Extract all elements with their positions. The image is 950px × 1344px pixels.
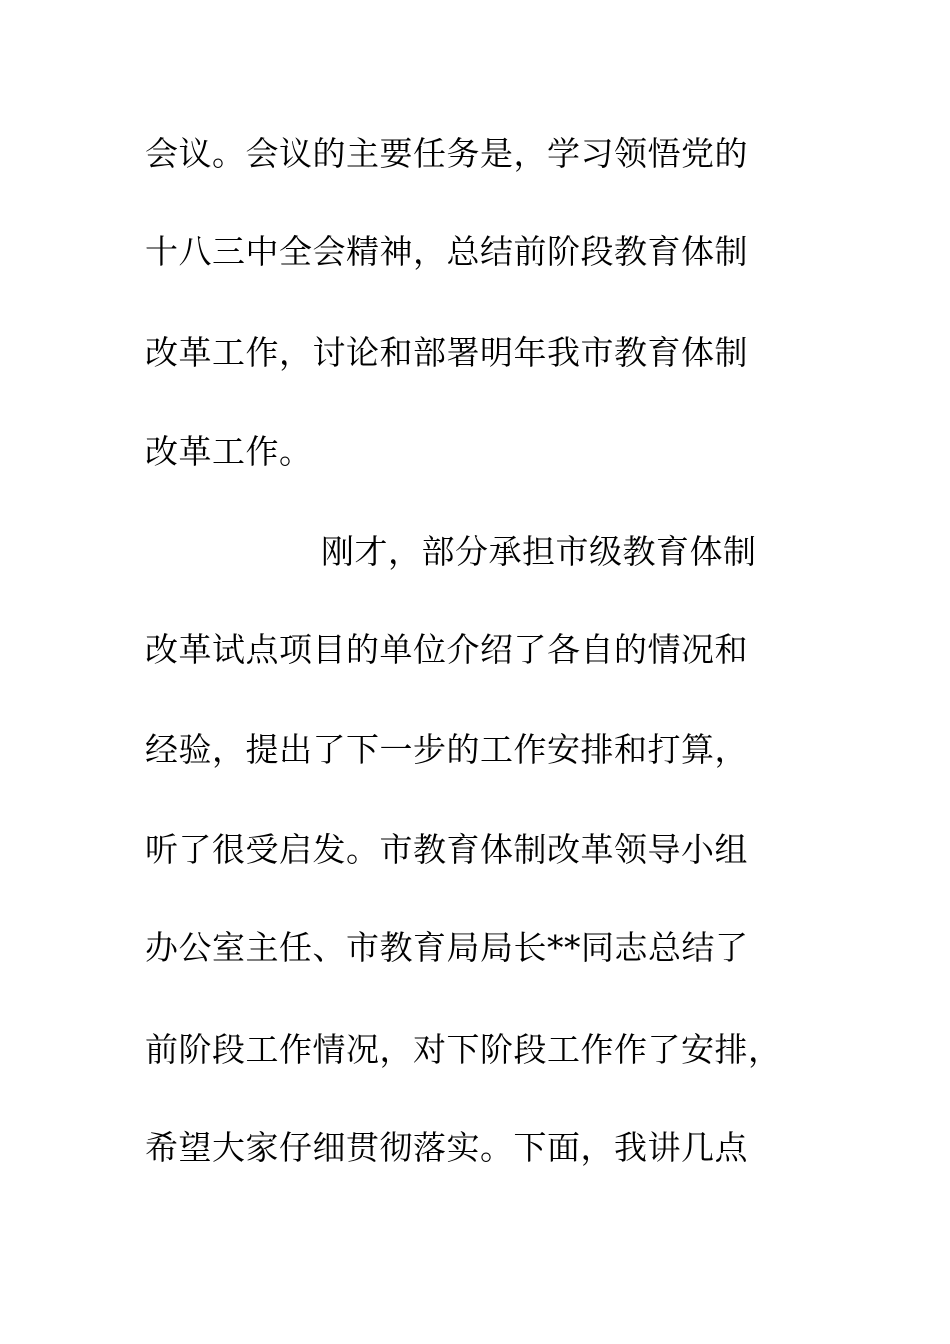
text-line: 前阶段工作情况，对下阶段工作作了安排， xyxy=(145,1030,782,1069)
text-line: 希望大家仔细贯彻落实。下面，我讲几点 xyxy=(145,1128,748,1167)
text-line: 听了很受启发。市教育体制改革领导小组 xyxy=(145,830,748,869)
text-line: 改革工作。 xyxy=(145,432,313,471)
text-line: 会议。会议的主要任务是，学习领悟党的 xyxy=(145,134,748,173)
text-line: 办公室主任、市教育局局长**同志总结了 xyxy=(145,928,749,967)
text-line: 经验，提出了下一步的工作安排和打算， xyxy=(145,730,748,769)
text-line: 改革试点项目的单位介绍了各自的情况和 xyxy=(145,630,748,669)
text-line: 改革工作，讨论和部署明年我市教育体制 xyxy=(145,333,748,372)
paragraph-start-line: 刚才，部分承担市级教育体制 xyxy=(321,532,757,571)
text-line: 十八三中全会精神，总结前阶段教育体制 xyxy=(145,232,748,271)
